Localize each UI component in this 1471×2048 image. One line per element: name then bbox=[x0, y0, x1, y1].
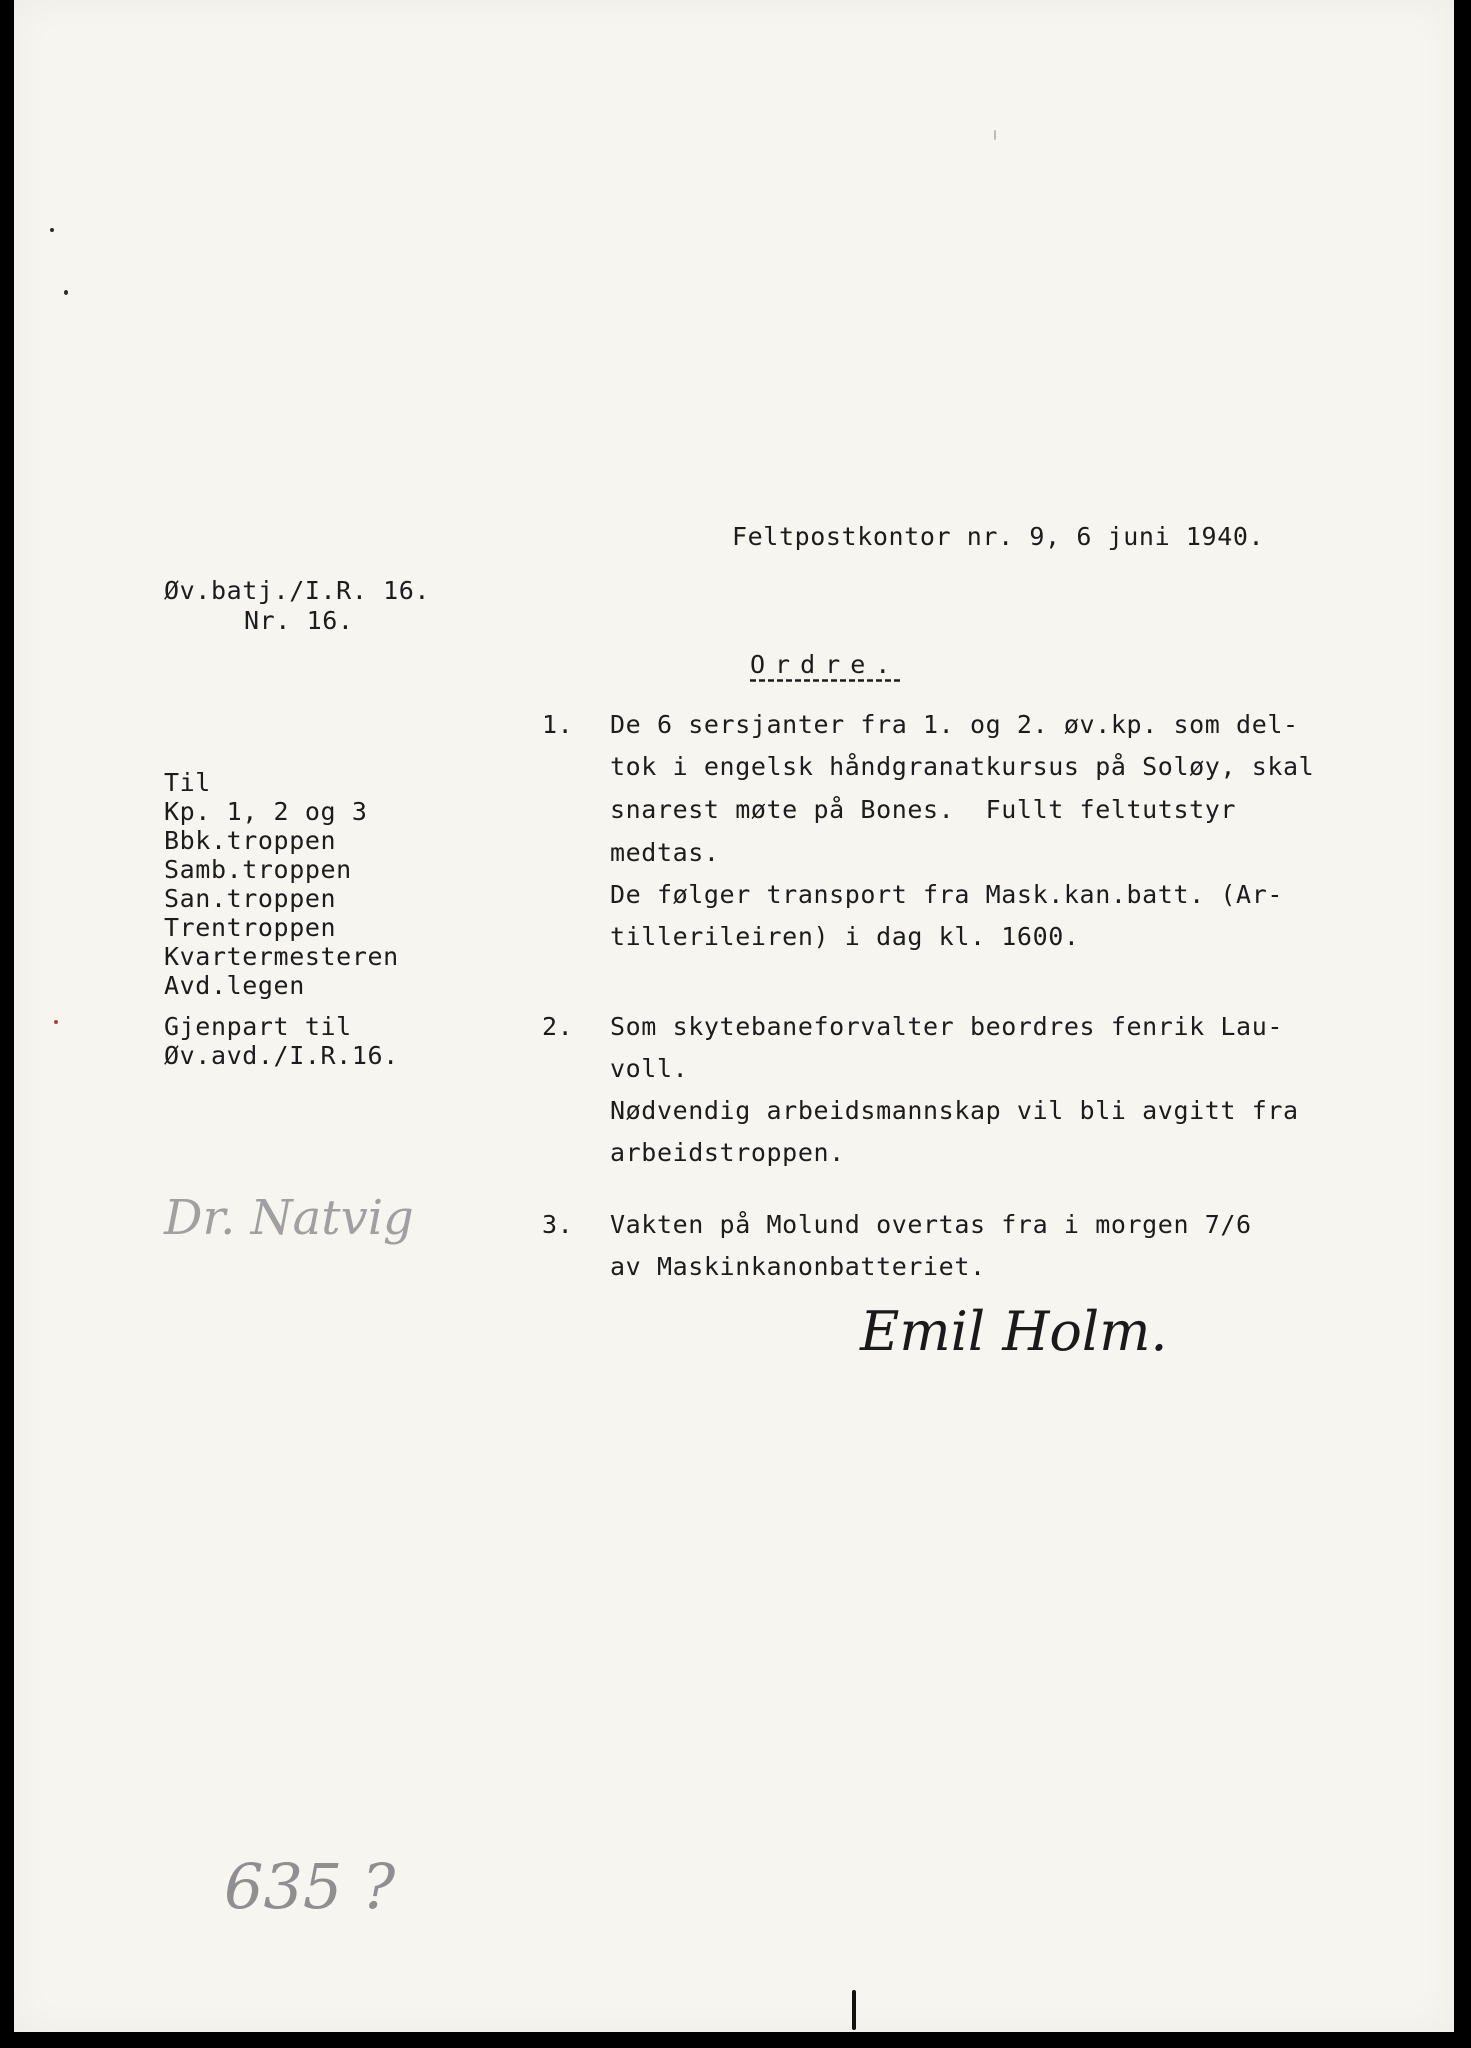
paper-speck bbox=[54, 1020, 58, 1024]
item-line: medtas. bbox=[610, 838, 720, 867]
item-line: De følger transport fra Mask.kan.batt. (Ar- bbox=[610, 880, 1284, 909]
reference-number: Nr. 16. bbox=[244, 606, 354, 635]
recipient-line: Bbk.troppen bbox=[164, 826, 337, 855]
item-line: snarest møte på Bones. Fullt feltutstyr bbox=[610, 795, 1237, 824]
recipient-line: San.troppen bbox=[164, 884, 337, 913]
recipient-line: Samb.troppen bbox=[164, 855, 352, 884]
paper-speck bbox=[994, 130, 996, 140]
item-line: arbeidstroppen. bbox=[610, 1138, 845, 1167]
paper-speck bbox=[852, 1990, 856, 2030]
pencil-archive-number: 635 ? bbox=[224, 1850, 396, 1923]
item-line: av Maskinkanonbatteriet. bbox=[610, 1252, 986, 1281]
item-line: Vakten på Molund overtas fra i morgen 7/6 bbox=[610, 1210, 1252, 1239]
place-date-line: Feltpostkontor nr. 9, 6 juni 1940. bbox=[732, 522, 1265, 551]
item-line: Nødvendig arbeidsmannskap vil bli avgitt fra bbox=[610, 1096, 1299, 1125]
item-number: 1. bbox=[542, 710, 574, 739]
copy-to-line: Øv.avd./I.R.16. bbox=[164, 1041, 399, 1070]
item-line: De 6 sersjanter fra 1. og 2. øv.kp. som del- bbox=[610, 710, 1299, 739]
paper-speck bbox=[64, 290, 68, 295]
document-page bbox=[14, 0, 1454, 2032]
signature: Emil Holm. bbox=[860, 1300, 1168, 1363]
item-number: 2. bbox=[542, 1012, 574, 1041]
item-line: tok i engelsk håndgranatkursus på Soløy, skal bbox=[610, 752, 1315, 781]
item-number: 3. bbox=[542, 1210, 574, 1239]
item-line: Som skytebaneforvalter beordres fenrik Lau- bbox=[610, 1012, 1284, 1041]
torn-edge bbox=[1451, 880, 1471, 1200]
binding-edge bbox=[0, 0, 14, 2048]
reference-unit: Øv.batj./I.R. 16. bbox=[164, 576, 431, 605]
recipient-line: Kp. 1, 2 og 3 bbox=[164, 797, 368, 826]
item-line: voll. bbox=[610, 1054, 689, 1083]
document-title: Ordre. bbox=[750, 650, 901, 679]
recipient-line: Trentroppen bbox=[164, 913, 337, 942]
paper-speck bbox=[50, 228, 54, 232]
recipient-line: Avd.legen bbox=[164, 971, 305, 1000]
pencil-margin-note: Dr. Natvig bbox=[164, 1190, 414, 1246]
recipient-line: Til bbox=[164, 768, 211, 797]
item-line: tillerileiren) i dag kl. 1600. bbox=[610, 922, 1080, 951]
copy-to-line: Gjenpart til bbox=[164, 1012, 352, 1041]
recipient-line: Kvartermesteren bbox=[164, 942, 399, 971]
